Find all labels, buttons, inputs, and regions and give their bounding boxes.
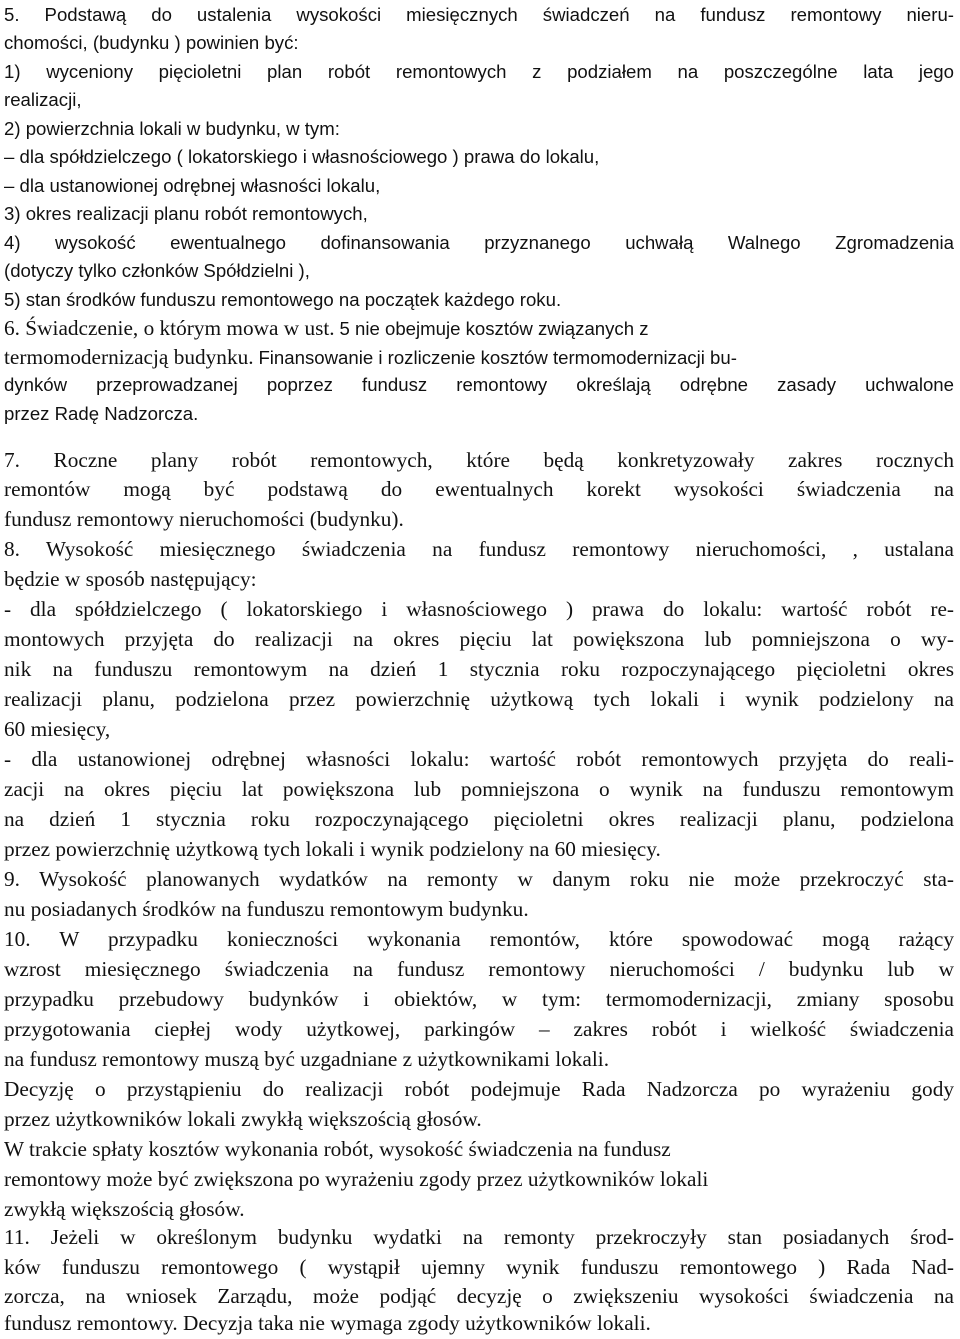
text-line: 9. Wysokość planowanych wydatków na remonty w danym roku nie może przekroczyć sta- [4, 867, 954, 891]
text-line: zwykłą większością głosów. [4, 1197, 245, 1221]
text-line: ków funduszu remontowego ( wystąpił ujemny wynik funduszu remontowego ) Rada Nad- [4, 1255, 954, 1279]
text-run: Finansowanie i rozliczenie kosztów termomodernizacji bu- [258, 347, 737, 368]
text-line: 4) wysokość ewentualnego dofinansowania przyznanego uchwałą Walnego Zgromadzenia [4, 232, 954, 253]
text-line: nu posiadanych środków na funduszu remontowym budynku. [4, 897, 529, 921]
text-line: – dla spółdzielczego ( lokatorskiego i własnościowego ) prawa do lokalu, [4, 146, 600, 167]
text-line: przez powierzchnię użytkową tych lokali i wynik podzielony na 60 miesięcy. [4, 837, 661, 861]
text-line: 1) wyceniony pięcioletni plan robót remontowych z podziałem na poszczególne lata jego [4, 61, 954, 82]
text-line: – dla ustanowionej odrębnej własności lokalu, [4, 175, 381, 196]
text-line: na fundusz remontowy muszą być uzgadniane z użytkownikami lokali. [4, 1047, 610, 1071]
text-line: 8. Wysokość miesięcznego świadczenia na fundusz remontowy nieruchomości, , ustalana [4, 537, 954, 561]
text-line: 60 miesięcy, [4, 717, 111, 741]
text-line: realizacji, [4, 89, 82, 110]
text-line: 7. Roczne plany robót remontowych, które będą konkretyzowały zakres rocznych [4, 448, 954, 472]
text-line: na dzień 1 stycznia roku rozpoczynającego pięcioletni okres realizacji planu, podzielona [4, 807, 954, 831]
text-line: montowych przyjęta do realizacji na okres pięciu lat powiększona lub pomniejszona o wy- [4, 627, 954, 651]
text-line: 5) stan środków funduszu remontowego na początek każdego roku. [4, 289, 562, 310]
text-line [4, 313, 954, 343]
text-line: W trakcie spłaty kosztów wykonania robót, wysokość świadczenia na fundusz [4, 1137, 671, 1161]
text-line: - dla spółdzielczego ( lokatorskiego i własnościowego ) prawa do lokalu: wartość robót re- [4, 597, 954, 621]
text-line: fundusz remontowy nieruchomości (budynku). [4, 507, 404, 531]
text-line: 10. W przypadku konieczności wykonania remontów, które spowodować mogą rażący [4, 927, 954, 951]
text-line: realizacji planu, podzielona przez powierzchnię użytkową tych lokali i wynik podzielony na [4, 687, 954, 711]
text-line: zacji na okres pięciu lat powiększona lub pomniejszona o wynik na funduszu remontowym [4, 777, 954, 801]
text-line: remontowy może być zwiększona po wyrażeniu zgody przez użytkowników lokali [4, 1167, 709, 1191]
text-line: przygotowania ciepłej wody użytkowej, parkingów – zakres robót i wielkość świadczenia [4, 1017, 954, 1041]
text-line: dynków przeprowadzanej poprzez fundusz remontowy określają odrębne zasady uchwalone [4, 374, 954, 395]
text-line: nik na funduszu remontowym na dzień 1 stycznia roku rozpoczynającego pięcioletni okres [4, 657, 954, 681]
text-line: 3) okres realizacji planu robót remontowych, [4, 203, 368, 224]
text-line: chomości, (budynku ) powinien być: [4, 32, 299, 53]
text-line: fundusz remontowy. Decyzja taka nie wymaga zgody użytkowników lokali. [4, 1311, 651, 1335]
text-line: (dotyczy tylko członków Spółdzielni ), [4, 260, 310, 281]
text-line: wzrost miesięcznego świadczenia na fundusz remontowy nieruchomości / budynku lub w [4, 957, 954, 981]
text-run: 5 nie obejmuje kosztów związanych z [339, 318, 649, 339]
text-line [4, 342, 954, 372]
text-line: przez użytkowników lokali zwykłą większością głosów. [4, 1107, 482, 1131]
text-line: przez Radę Nadzorcza. [4, 403, 199, 424]
text-line: przypadku przebudowy budynków i obiektów, w tym: termomodernizacji, zmiany sposobu [4, 987, 954, 1011]
text-line: zorcza, na wniosek Zarządu, może podjąć decyzję o zwiększeniu wysokości świadczenia na [4, 1284, 954, 1308]
text-line: będzie w sposób następujący: [4, 567, 257, 591]
text-run: 6. Świadczenie, o którym mowa w ust. [4, 316, 335, 340]
text-line: 11. Jeżeli w określonym budynku wydatki na remonty przekroczyły stan posiadanych środ- [4, 1225, 954, 1249]
text-line: Decyzję o przystąpieniu do realizacji robót podejmuje Rada Nadzorcza po wyrażeniu gody [4, 1077, 954, 1101]
text-line: - dla ustanowionej odrębnej własności lokalu: wartość robót remontowych przyjęta do reali- [4, 747, 954, 771]
text-line: 5. Podstawą do ustalenia wysokości miesięcznych świadczeń na fundusz remontowy nieru- [4, 4, 954, 25]
text-line: remontów mogą być podstawą do ewentualnych korekt wysokości świadczenia na [4, 477, 954, 501]
text-run: termomodernizacją budynku. [4, 345, 254, 369]
text-line: 2) powierzchnia lokali w budynku, w tym: [4, 118, 340, 139]
